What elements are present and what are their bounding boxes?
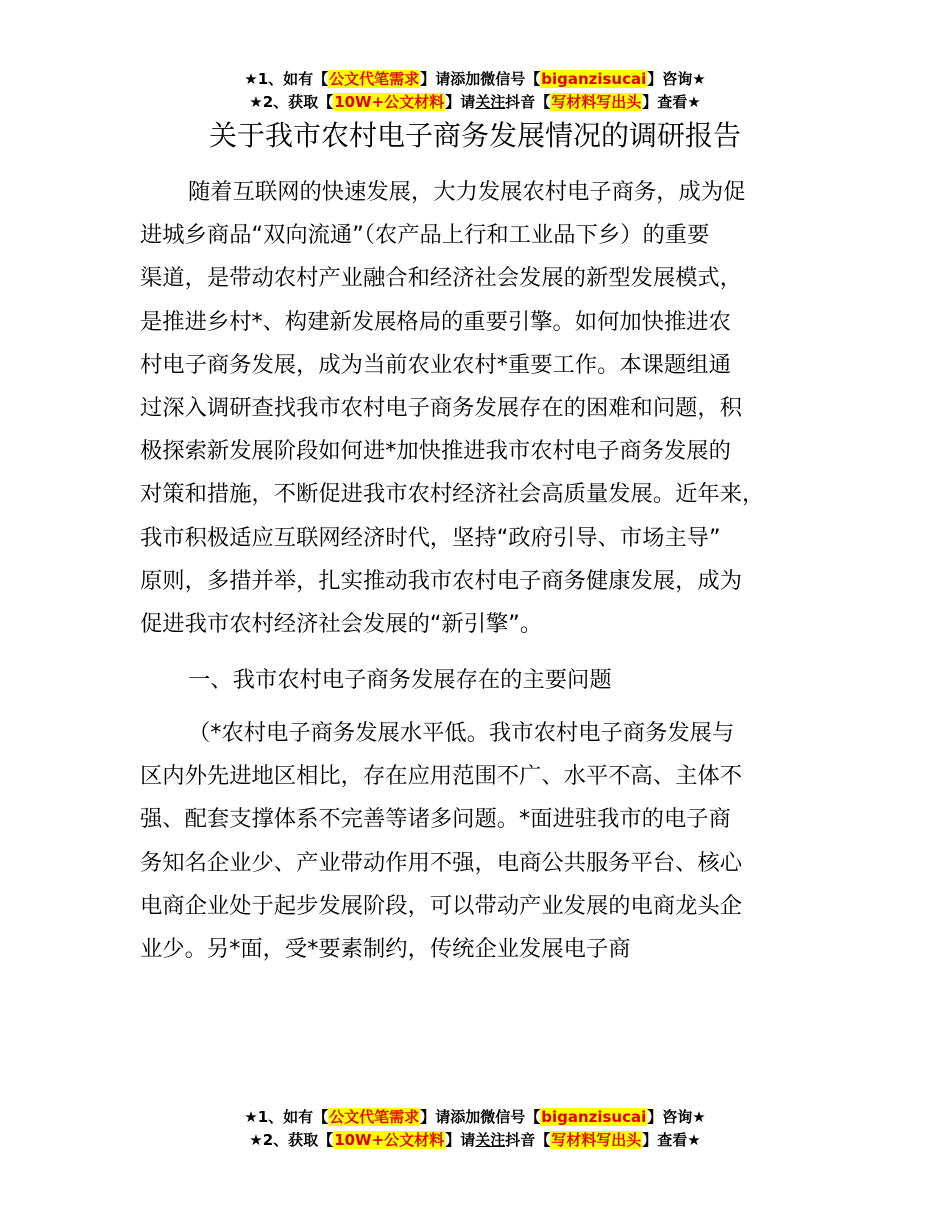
- paragraph-line: （*农村电子商务发展水平低。我市农村电子商务发展与: [188, 720, 735, 746]
- highlight-wechat-id: biganzisucai: [541, 70, 647, 88]
- paragraph-line: 区内外先进地区相比，存在应用范围不广、水平不高、主体不: [140, 763, 743, 790]
- highlight-ghostwriting: 公文代笔需求: [329, 1108, 420, 1126]
- paragraph-line: 是推进乡村*、构建新发展格局的重要引擎。如何加快推进农: [140, 308, 731, 335]
- paragraph-line: 电商企业处于起步发展阶段，可以带动产业发展的电商龙头企: [140, 892, 743, 919]
- underline-follow: 关注: [475, 1131, 506, 1149]
- paragraph-line: 村电子商务发展，成为当前农业农村*重要工作。本课题组通: [140, 351, 731, 378]
- promo-line-2: ★2、获取【10W+公文材料】请关注抖音【写材料写出头】查看★: [249, 93, 701, 111]
- highlight-douyin: 写材料写出头: [551, 1131, 642, 1149]
- paragraph-line: 促进我市农村经济社会发展的“新引擎”。: [140, 610, 543, 637]
- paragraph-line: 业少。另*面，受*要素制约，传统企业发展电子商: [140, 935, 631, 962]
- promo-line-2: ★2、获取【10W+公文材料】请关注抖音【写材料写出头】查看★: [249, 1131, 701, 1149]
- paragraph-line: 渠道，是带动农村产业融合和经济社会发展的新型发展模式，: [140, 265, 743, 292]
- highlight-ghostwriting: 公文代笔需求: [329, 70, 420, 88]
- paragraph-intro: [140, 171, 830, 646]
- highlight-wechat-id: biganzisucai: [541, 1108, 647, 1126]
- promo-banner-top: [0, 68, 950, 114]
- highlight-materials: 10W+公文材料: [334, 1131, 445, 1149]
- paragraph-line: 随着互联网的快速发展，大力发展农村电子商务，成为促: [188, 179, 746, 205]
- promo-line-1: ★1、如有【公文代笔需求】请添加微信号【biganzisucai】咨询★: [244, 1108, 706, 1126]
- paragraph-line: 务知名企业少、产业带动作用不强，电商公共服务平台、核心: [140, 849, 743, 876]
- underline-follow: 关注: [475, 93, 506, 111]
- highlight-douyin: 写材料写出头: [551, 93, 642, 111]
- highlight-materials: 10W+公文材料: [334, 93, 445, 111]
- page-title: 关于我市农村电子商务发展情况的调研报告: [208, 119, 741, 152]
- section-heading-text: 一、我市农村电子商务发展存在的主要问题: [188, 667, 612, 693]
- paragraph-line: 进城乡商品“双向流通”（农产品上行和工业品下乡）的重要: [140, 222, 710, 249]
- paragraph-problems: [140, 712, 830, 971]
- promo-banner-bottom: [0, 1106, 950, 1152]
- paragraph-line: 我市积极适应互联网经济时代，坚持“政府引导、市场主导”: [140, 524, 721, 551]
- paragraph-line: 对策和措施，不断促进我市农村经济社会高质量发展。近年来，: [140, 481, 765, 508]
- paragraph-line: 原则，多措并举，扎实推动我市农村电子商务健康发展，成为: [140, 567, 743, 594]
- section-heading: [140, 659, 830, 702]
- paragraph-line: 过深入调研查找我市农村电子商务发展存在的困难和问题，积: [140, 394, 743, 421]
- paragraph-line: 强、配套支撑体系不完善等诸多问题。*面进驻我市的电子商: [140, 806, 731, 833]
- paragraph-line: 极探索新发展阶段如何进*加快推进我市农村电子商务发展的: [140, 438, 731, 465]
- promo-line-1: ★1、如有【公文代笔需求】请添加微信号【biganzisucai】咨询★: [244, 70, 706, 88]
